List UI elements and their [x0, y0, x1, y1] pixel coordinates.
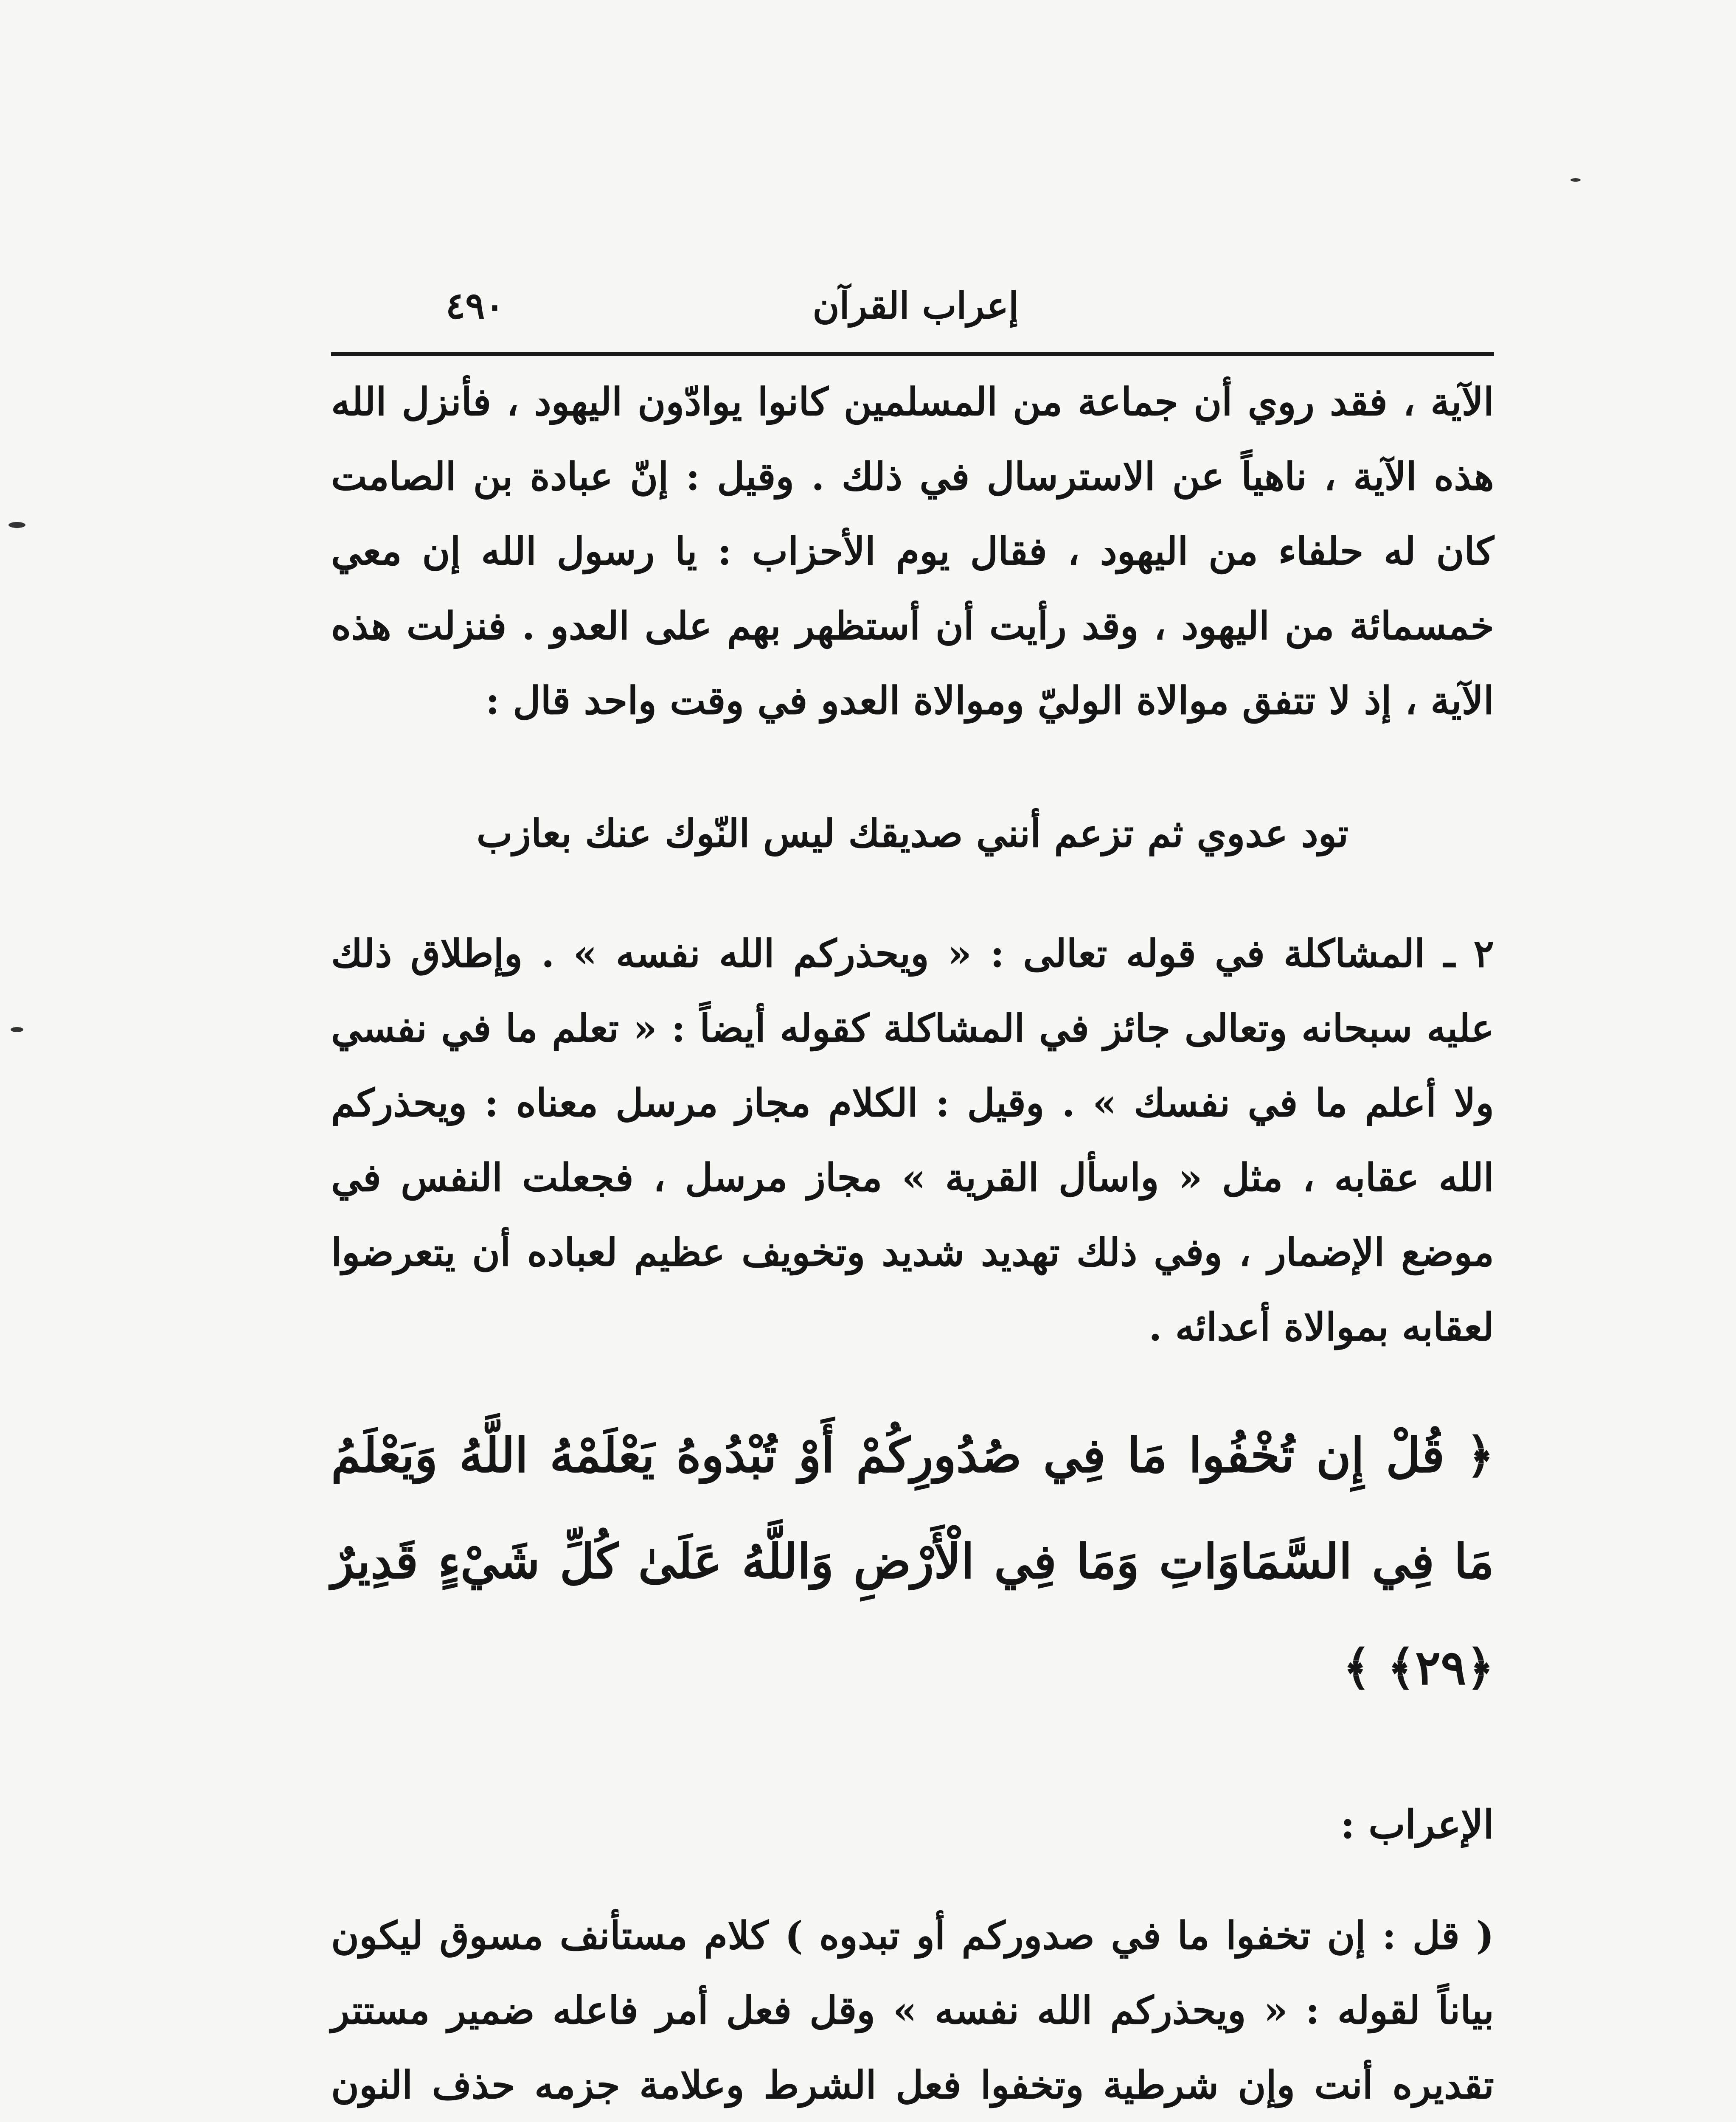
paragraph-commentary: الآية ، فقد روي أن جماعة من المسلمين كانوا يوادّون اليهود ، فأنزل الله هذه الآية ، ناهياً عن الاسترسال في ذلك . وقيل : إنّ عبادة بن الصامت كان له حلفاء من اليهود ، فقال يوم الأحزاب : يا رسول الله إن معي خمسمائة من اليهود ، وقد رأيت أن أستظهر بهم على العدو . فنزلت هذه الآية ، إذ لا تتفق موالاة الوليّ وموالاة العدو في وقت واحد قال : [331, 379, 1494, 723]
paragraph-irab: ( قل : إن تخفوا ما في صدوركم أو تبدوه ) كلام مستأنف مسوق ليكون بياناً لقوله : « ويحذركم الله نفسه » وقل فعل أمر فاعله ضمير مستتر تقديره أنت وإن شرطية وتخفوا فعل الشرط وعلامة جزمه حذف النون [331, 1913, 1494, 2108]
book-page [331, 255, 1494, 2122]
section-heading-irab: الإعراب : [1340, 1802, 1494, 1847]
scan-speck [1570, 178, 1581, 182]
page-title: إعراب القرآن [812, 284, 1019, 327]
poetry-verse: تود عدوي ثم تزعم أنني صديقك ليس النّوك عنك بعازب [476, 811, 1349, 856]
page-number: ٤٩٠ [446, 284, 505, 327]
scan-speck [11, 1027, 23, 1032]
scan-speck [8, 522, 25, 528]
page-header [331, 255, 1494, 356]
quran-verse: ﴿ قُلْ إِن تُخْفُوا مَا فِي صُدُورِكُمْ أَوْ تُبْدُوهُ يَعْلَمْهُ اللَّهُ وَيَعْلَمُ مَا فِي السَّمَاوَاتِ وَمَا فِي الْأَرْضِ وَاللَّهُ عَلَىٰ كُلِّ شَيْءٍ قَدِيرٌ ﴿٢٩﴾ ﴾ [331, 1428, 1494, 1695]
paragraph-mushakala: ٢ ـ المشاكلة في قوله تعالى : « ويحذركم الله نفسه » . وإطلاق ذلك عليه سبحانه وتعالى جائز في المشاكلة كقوله أيضاً : « تعلم ما في نفسي ولا أعلم ما في نفسك » . وقيل : الكلام مجاز مرسل معناه : ويحذركم الله عقابه ، مثل « واسأل القرية » مجاز مرسل ، فجعلت النفس في موضع الإضمار ، وفي ذلك تهديد شديد وتخويف عظيم لعباده أن يتعرضوا لعقابه بموالاة أعدائه . [331, 931, 1494, 1350]
